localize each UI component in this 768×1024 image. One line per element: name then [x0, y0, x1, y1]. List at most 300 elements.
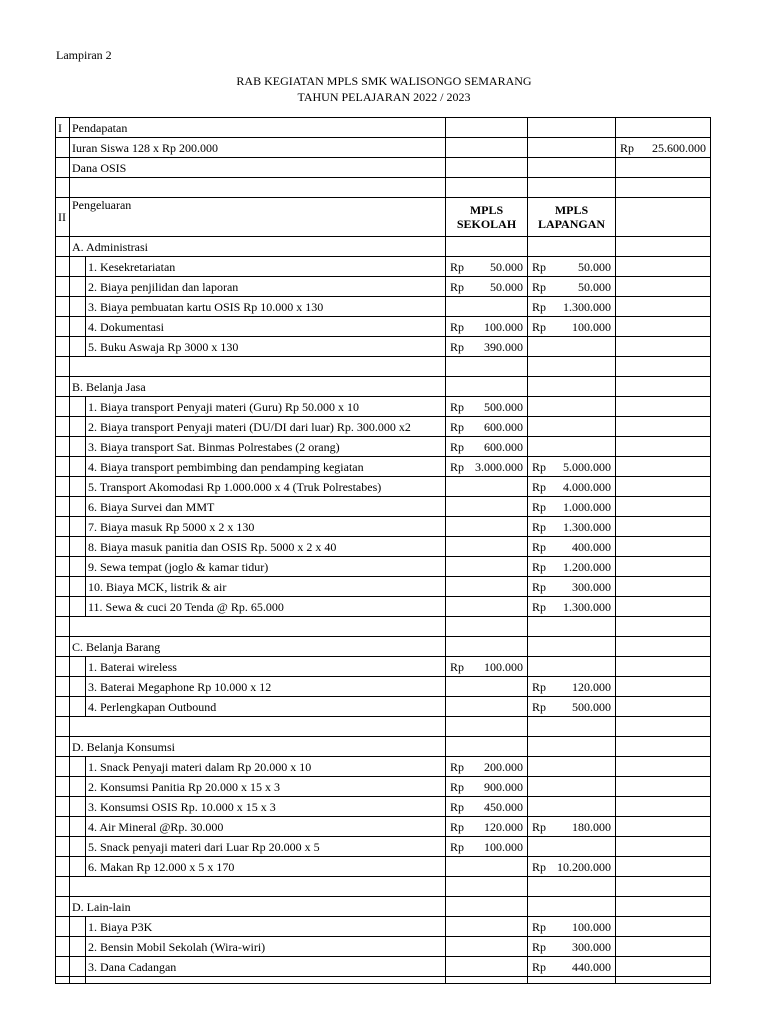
- total-cell: [616, 138, 711, 158]
- column-header-sekolah: [446, 198, 528, 237]
- number-cell: [56, 717, 70, 737]
- table-row: [56, 277, 711, 297]
- currency-label: Rp: [450, 399, 465, 414]
- indent-cell: [70, 417, 86, 437]
- lapangan-cell: [528, 937, 616, 957]
- indent-cell: [70, 517, 86, 537]
- table-row: [56, 138, 711, 158]
- amount-value: 25.600.000: [652, 140, 706, 155]
- indent-cell: [70, 317, 86, 337]
- table-row: [56, 657, 711, 677]
- amount-value: 450.000: [484, 799, 523, 814]
- currency-label: Rp: [532, 599, 547, 614]
- item-label: 4. Dokumentasi: [86, 317, 446, 337]
- item-label: 5. Transport Akomodasi Rp 1.000.000 x 4 (Truk Polrestabes): [86, 477, 446, 497]
- sekolah-cell: [446, 737, 528, 757]
- item-label: 3. Biaya transport Sat. Binmas Polrestabes (2 orang): [86, 437, 446, 457]
- item-label: 1. Biaya P3K: [86, 917, 446, 937]
- number-cell: [56, 138, 70, 158]
- amount-value: 10.200.000: [557, 859, 611, 874]
- sekolah-cell: [446, 537, 528, 557]
- group-label: D. Belanja Konsumsi: [70, 737, 446, 757]
- total-cell: [616, 457, 711, 477]
- currency-label: Rp: [450, 339, 465, 354]
- sekolah-cell: [446, 637, 528, 657]
- lapangan-cell: [528, 797, 616, 817]
- currency-label: Rp: [532, 559, 547, 574]
- column-header-line: MPLS: [469, 203, 504, 217]
- sekolah-cell: [446, 697, 528, 717]
- total-cell: [616, 597, 711, 617]
- table-row: [56, 837, 711, 857]
- number-cell: [56, 897, 70, 917]
- total-cell: [616, 257, 711, 277]
- indent-cell: [70, 557, 86, 577]
- table-row: [56, 337, 711, 357]
- sekolah-cell: [446, 857, 528, 877]
- table-row: [56, 537, 711, 557]
- number-cell: [56, 977, 70, 984]
- currency-label: Rp: [450, 259, 465, 274]
- income-label: Dana OSIS: [70, 158, 446, 178]
- indent-cell: [70, 277, 86, 297]
- indent-cell: [70, 817, 86, 837]
- amount-value: 600.000: [484, 419, 523, 434]
- amount-value: 600.000: [484, 439, 523, 454]
- currency-label: Rp: [532, 819, 547, 834]
- sekolah-cell: [446, 297, 528, 317]
- table-row: [56, 357, 711, 377]
- table-row: [56, 317, 711, 337]
- number-cell: [56, 517, 70, 537]
- total-cell: [616, 357, 711, 377]
- item-label: 2. Biaya penjilidan dan laporan: [86, 277, 446, 297]
- lapangan-cell: [528, 257, 616, 277]
- item-label: 1. Baterai wireless: [86, 657, 446, 677]
- number-cell: [56, 537, 70, 557]
- total-cell: [616, 797, 711, 817]
- indent-cell: [70, 977, 86, 984]
- item-label: 10. Biaya MCK, listrik & air: [86, 577, 446, 597]
- indent-cell: [70, 337, 86, 357]
- lapangan-cell: [528, 857, 616, 877]
- amount-value: 120.000: [572, 679, 611, 694]
- lapangan-cell: [528, 317, 616, 337]
- sekolah-cell: [446, 877, 528, 897]
- total-cell: [616, 737, 711, 757]
- currency-label: Rp: [532, 479, 547, 494]
- blank-cell: [70, 178, 446, 198]
- sekolah-cell: [446, 377, 528, 397]
- amount-value: 900.000: [484, 779, 523, 794]
- lapangan-cell: [528, 397, 616, 417]
- lapangan-cell: [528, 118, 616, 138]
- amount-value: 1.200.000: [563, 559, 611, 574]
- table-row: [56, 397, 711, 417]
- lapangan-cell: [528, 517, 616, 537]
- currency-label: Rp: [450, 659, 465, 674]
- indent-cell: [70, 397, 86, 417]
- sekolah-cell: [446, 897, 528, 917]
- table-row: [56, 677, 711, 697]
- currency-label: Rp: [532, 579, 547, 594]
- sekolah-cell: [446, 837, 528, 857]
- table-row: [56, 118, 711, 138]
- indent-cell: [70, 777, 86, 797]
- indent-cell: [70, 477, 86, 497]
- total-cell: [616, 178, 711, 198]
- total-cell: [616, 837, 711, 857]
- amount-value: 50.000: [490, 279, 523, 294]
- budget-table: [55, 117, 711, 984]
- table-row: [56, 237, 711, 257]
- lapangan-cell: [528, 957, 616, 977]
- number-cell: [56, 417, 70, 437]
- total-cell: [616, 537, 711, 557]
- table-row: [56, 757, 711, 777]
- lapangan-cell: [528, 657, 616, 677]
- item-label: 9. Sewa tempat (joglo & kamar tidur): [86, 557, 446, 577]
- indent-cell: [70, 797, 86, 817]
- currency-label: Rp: [532, 679, 547, 694]
- total-cell: [616, 817, 711, 837]
- section-label: Pendapatan: [70, 118, 446, 138]
- total-cell: [616, 917, 711, 937]
- section-number: I: [56, 118, 70, 138]
- currency-label: Rp: [532, 939, 547, 954]
- sekolah-cell: [446, 497, 528, 517]
- total-cell: [616, 317, 711, 337]
- number-cell: [56, 317, 70, 337]
- currency-label: Rp: [532, 959, 547, 974]
- number-cell: [56, 837, 70, 857]
- blank-cell: [70, 717, 446, 737]
- total-cell: [616, 277, 711, 297]
- indent-cell: [70, 457, 86, 477]
- amount-value: 1.300.000: [563, 599, 611, 614]
- total-cell: [616, 577, 711, 597]
- number-cell: [56, 257, 70, 277]
- item-label: 5. Buku Aswaja Rp 3000 x 130: [86, 337, 446, 357]
- table-row: [56, 897, 711, 917]
- sekolah-cell: [446, 337, 528, 357]
- amount-value: 440.000: [572, 959, 611, 974]
- lapangan-cell: [528, 577, 616, 597]
- sekolah-cell: [446, 457, 528, 477]
- sekolah-cell: [446, 777, 528, 797]
- lapangan-cell: [528, 837, 616, 857]
- amount-value: 300.000: [572, 939, 611, 954]
- indent-cell: [70, 657, 86, 677]
- table-row: [56, 977, 711, 984]
- amount-value: 50.000: [578, 259, 611, 274]
- table-row: [56, 497, 711, 517]
- table-row: [56, 777, 711, 797]
- sekolah-cell: [446, 417, 528, 437]
- amount-value: 100.000: [484, 319, 523, 334]
- lapangan-cell: [528, 477, 616, 497]
- table-row: [56, 517, 711, 537]
- table-row: [56, 178, 711, 198]
- document-subtitle: TAHUN PELAJARAN 2022 / 2023: [297, 90, 471, 104]
- sekolah-cell: [446, 757, 528, 777]
- table-row: [56, 257, 711, 277]
- group-label: C. Belanja Barang: [70, 637, 446, 657]
- lapangan-cell: [528, 817, 616, 837]
- column-header-line: MPLS: [554, 203, 589, 217]
- sekolah-cell: [446, 617, 528, 637]
- total-cell: [616, 397, 711, 417]
- total-cell: [616, 617, 711, 637]
- lapangan-cell: [528, 437, 616, 457]
- indent-cell: [70, 537, 86, 557]
- item-label: 6. Biaya Survei dan MMT: [86, 497, 446, 517]
- sekolah-cell: [446, 277, 528, 297]
- amount-value: 5.000.000: [563, 459, 611, 474]
- item-label: 2. Biaya transport Penyaji materi (DU/DI dari luar) Rp. 300.000 x2: [86, 417, 446, 437]
- amount-value: 300.000: [572, 579, 611, 594]
- amount-value: 120.000: [484, 819, 523, 834]
- group-label: D. Lain-lain: [70, 897, 446, 917]
- number-cell: [56, 697, 70, 717]
- table-row: [56, 817, 711, 837]
- total-cell: [616, 237, 711, 257]
- lapangan-cell: [528, 557, 616, 577]
- amount-value: 500.000: [572, 699, 611, 714]
- currency-label: Rp: [620, 140, 635, 155]
- item-label: 7. Biaya masuk Rp 5000 x 2 x 130: [86, 517, 446, 537]
- number-cell: [56, 357, 70, 377]
- currency-label: Rp: [532, 459, 547, 474]
- item-label: 1. Kesekretariatan: [86, 257, 446, 277]
- indent-cell: [70, 437, 86, 457]
- table-row: [56, 297, 711, 317]
- indent-cell: [70, 597, 86, 617]
- currency-label: Rp: [450, 799, 465, 814]
- sekolah-cell: [446, 178, 528, 198]
- lapangan-cell: [528, 457, 616, 477]
- item-label: 3. Konsumsi OSIS Rp. 10.000 x 15 x 3: [86, 797, 446, 817]
- item-label: 1. Snack Penyaji materi dalam Rp 20.000 x 10: [86, 757, 446, 777]
- number-cell: [56, 797, 70, 817]
- table-row: [56, 557, 711, 577]
- sekolah-cell: [446, 917, 528, 937]
- table-row: [56, 198, 711, 237]
- blank-cell: [70, 877, 446, 897]
- number-cell: [56, 877, 70, 897]
- total-cell: [616, 717, 711, 737]
- lapangan-cell: [528, 677, 616, 697]
- indent-cell: [70, 257, 86, 277]
- item-label: 3. Dana Cadangan: [86, 957, 446, 977]
- column-header-lapangan: [528, 198, 616, 237]
- number-cell: [56, 617, 70, 637]
- indent-cell: [70, 677, 86, 697]
- lapangan-cell: [528, 597, 616, 617]
- total-cell: [616, 757, 711, 777]
- lapangan-cell: [528, 717, 616, 737]
- amount-value: 390.000: [484, 339, 523, 354]
- total-cell: [616, 497, 711, 517]
- number-cell: [56, 178, 70, 198]
- number-cell: [56, 597, 70, 617]
- total-cell: [616, 437, 711, 457]
- lapangan-cell: [528, 138, 616, 158]
- table-row: [56, 857, 711, 877]
- number-cell: [56, 237, 70, 257]
- total-cell: [616, 637, 711, 657]
- sekolah-cell: [446, 397, 528, 417]
- income-label: Iuran Siswa 128 x Rp 200.000: [70, 138, 446, 158]
- lapangan-cell: [528, 337, 616, 357]
- total-cell: [616, 777, 711, 797]
- sekolah-cell: [446, 957, 528, 977]
- sekolah-cell: [446, 717, 528, 737]
- lapangan-cell: [528, 617, 616, 637]
- lapangan-cell: [528, 497, 616, 517]
- amount-value: 1.000.000: [563, 499, 611, 514]
- sekolah-cell: [446, 477, 528, 497]
- number-cell: [56, 777, 70, 797]
- total-cell: [616, 517, 711, 537]
- indent-cell: [70, 697, 86, 717]
- total-cell: [616, 977, 711, 984]
- table-row: [56, 377, 711, 397]
- number-cell: [56, 577, 70, 597]
- amount-value: 1.300.000: [563, 299, 611, 314]
- total-cell: [616, 377, 711, 397]
- currency-label: Rp: [450, 319, 465, 334]
- attachment-label: Lampiran 2: [56, 48, 112, 62]
- number-cell: [56, 957, 70, 977]
- indent-cell: [70, 957, 86, 977]
- lapangan-cell: [528, 277, 616, 297]
- total-cell: [616, 677, 711, 697]
- table-row: [56, 477, 711, 497]
- number-cell: [56, 297, 70, 317]
- sekolah-cell: [446, 138, 528, 158]
- amount-value: 1.300.000: [563, 519, 611, 534]
- total-cell: [616, 337, 711, 357]
- total-cell: [616, 477, 711, 497]
- group-label: B. Belanja Jasa: [70, 377, 446, 397]
- number-cell: [56, 377, 70, 397]
- table-row: [56, 457, 711, 477]
- lapangan-cell: [528, 697, 616, 717]
- total-cell: [616, 657, 711, 677]
- currency-label: Rp: [532, 519, 547, 534]
- sekolah-cell: [446, 937, 528, 957]
- item-label: 3. Baterai Megaphone Rp 10.000 x 12: [86, 677, 446, 697]
- number-cell: [56, 817, 70, 837]
- table-row: [56, 957, 711, 977]
- item-label: 4. Air Mineral @Rp. 30.000: [86, 817, 446, 837]
- table-row: [56, 577, 711, 597]
- total-cell: [616, 897, 711, 917]
- number-cell: [56, 937, 70, 957]
- total-cell: [616, 118, 711, 138]
- indent-cell: [70, 937, 86, 957]
- currency-label: Rp: [532, 539, 547, 554]
- amount-value: 100.000: [484, 659, 523, 674]
- sekolah-cell: [446, 158, 528, 178]
- amount-value: 100.000: [572, 919, 611, 934]
- number-cell: [56, 757, 70, 777]
- sekolah-cell: [446, 257, 528, 277]
- number-cell: [56, 158, 70, 178]
- lapangan-cell: [528, 897, 616, 917]
- total-cell: [616, 417, 711, 437]
- sekolah-cell: [446, 437, 528, 457]
- item-label: [86, 977, 446, 984]
- lapangan-cell: [528, 917, 616, 937]
- sekolah-cell: [446, 237, 528, 257]
- lapangan-cell: [528, 757, 616, 777]
- table-row: [56, 597, 711, 617]
- amount-value: 100.000: [572, 319, 611, 334]
- blank-cell: [70, 357, 446, 377]
- number-cell: [56, 677, 70, 697]
- sekolah-cell: [446, 317, 528, 337]
- number-cell: [56, 557, 70, 577]
- table-row: [56, 717, 711, 737]
- number-cell: [56, 337, 70, 357]
- item-label: 3. Biaya pembuatan kartu OSIS Rp 10.000 x 130: [86, 297, 446, 317]
- currency-label: Rp: [450, 759, 465, 774]
- amount-value: 4.000.000: [563, 479, 611, 494]
- blank-cell: [70, 617, 446, 637]
- currency-label: Rp: [532, 699, 547, 714]
- total-cell: [616, 957, 711, 977]
- currency-label: Rp: [450, 819, 465, 834]
- table-row: [56, 417, 711, 437]
- table-row: [56, 637, 711, 657]
- number-cell: [56, 397, 70, 417]
- currency-label: Rp: [532, 499, 547, 514]
- sekolah-cell: [446, 577, 528, 597]
- number-cell: [56, 657, 70, 677]
- indent-cell: [70, 857, 86, 877]
- number-cell: [56, 457, 70, 477]
- currency-label: Rp: [450, 439, 465, 454]
- sekolah-cell: [446, 118, 528, 138]
- total-cell: [616, 198, 711, 237]
- document-title: RAB KEGIATAN MPLS SMK WALISONGO SEMARANG: [236, 74, 532, 88]
- table-row: [56, 158, 711, 178]
- lapangan-cell: [528, 417, 616, 437]
- item-label: 11. Sewa & cuci 20 Tenda @ Rp. 65.000: [86, 597, 446, 617]
- lapangan-cell: [528, 158, 616, 178]
- item-label: 6. Makan Rp 12.000 x 5 x 170: [86, 857, 446, 877]
- sekolah-cell: [446, 517, 528, 537]
- indent-cell: [70, 297, 86, 317]
- table-row: [56, 437, 711, 457]
- currency-label: Rp: [532, 259, 547, 274]
- column-header-line: SEKOLAH: [456, 217, 517, 231]
- item-label: 1. Biaya transport Penyaji materi (Guru) Rp 50.000 x 10: [86, 397, 446, 417]
- amount-value: 50.000: [578, 279, 611, 294]
- total-cell: [616, 158, 711, 178]
- number-cell: [56, 637, 70, 657]
- amount-value: 400.000: [572, 539, 611, 554]
- indent-cell: [70, 917, 86, 937]
- lapangan-cell: [528, 877, 616, 897]
- number-cell: [56, 497, 70, 517]
- item-label: 2. Konsumsi Panitia Rp 20.000 x 15 x 3: [86, 777, 446, 797]
- table-row: [56, 697, 711, 717]
- amount-value: 200.000: [484, 759, 523, 774]
- number-cell: [56, 477, 70, 497]
